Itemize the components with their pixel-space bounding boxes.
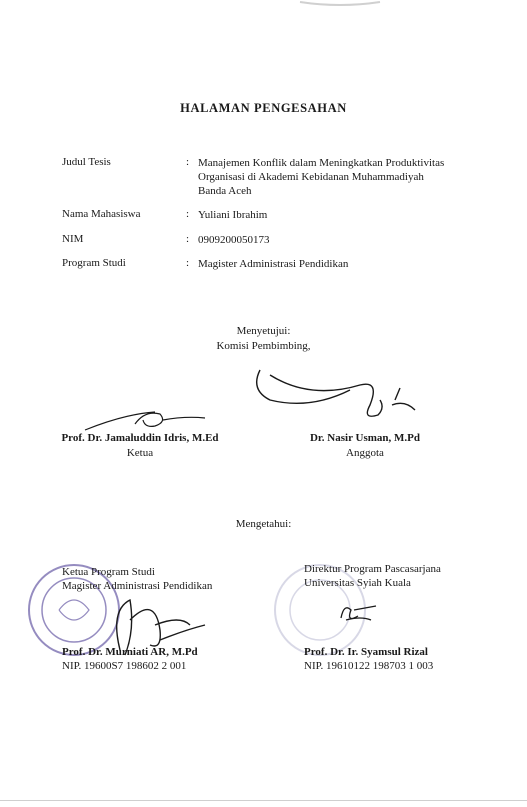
approval-committee: Komisi Pembimbing, [216,340,311,352]
approval-heading: Menyetujui: [236,325,291,337]
left-official-name: Prof. Dr. Murniati AR, M.Pd [62,646,198,658]
left-official-title-2: Magister Administrasi Pendidikan [62,580,213,592]
supervisor-anggota-role: Anggota [346,447,384,459]
field-colon-nim: : [186,233,190,245]
right-official-title-2: Universitas Syiah Kuala [304,577,411,589]
supervisor-ketua-role: Ketua [126,447,154,459]
signature-direktur-image [336,598,386,628]
supervisor-ketua-name: Prof. Dr. Jamaluddin Idris, M.Ed [61,432,219,444]
field-value-nim: 0909200050173 [198,234,270,246]
field-label-judul: Judul Tesis [62,156,111,168]
signature-anggota-image [250,360,420,430]
field-value-nama: Yuliani Ibrahim [198,209,268,221]
judul-line-1: Manajemen Konflik dalam Meningkatkan Produktivitas [198,157,445,169]
field-colon-judul: : [186,156,190,168]
left-official-title-1: Ketua Program Studi [62,566,155,578]
supervisor-anggota-name: Dr. Nasir Usman, M.Pd [309,432,420,444]
field-value-prodi: Magister Administrasi Pendidikan [198,258,349,270]
field-value-judul [198,156,498,198]
acknowledged-heading: Mengetahui: [235,518,292,530]
judul-line-2: Organisasi di Akademi Kebidanan Muhammadiyah [198,171,424,183]
right-official-nip: NIP. 19610122 198703 1 003 [304,660,434,672]
field-colon-nama: : [186,208,190,220]
right-official-name: Prof. Dr. Ir. Syamsul Rizal [304,646,428,658]
right-official-title-1: Direktur Program Pascasarjana [304,563,441,575]
left-official-nip: NIP. 19600S7 198602 2 001 [62,660,187,672]
judul-line-3: Banda Aceh [198,185,252,197]
field-colon-prodi: : [186,257,190,269]
field-label-nama: Nama Mahasiswa [62,208,141,220]
field-label-prodi: Program Studi [62,257,126,269]
scan-mark [0,0,527,10]
page-title: HALAMAN PENGESAHAN [180,101,347,115]
field-label-nim: NIM [62,233,84,245]
bottom-scan-line [0,800,527,801]
